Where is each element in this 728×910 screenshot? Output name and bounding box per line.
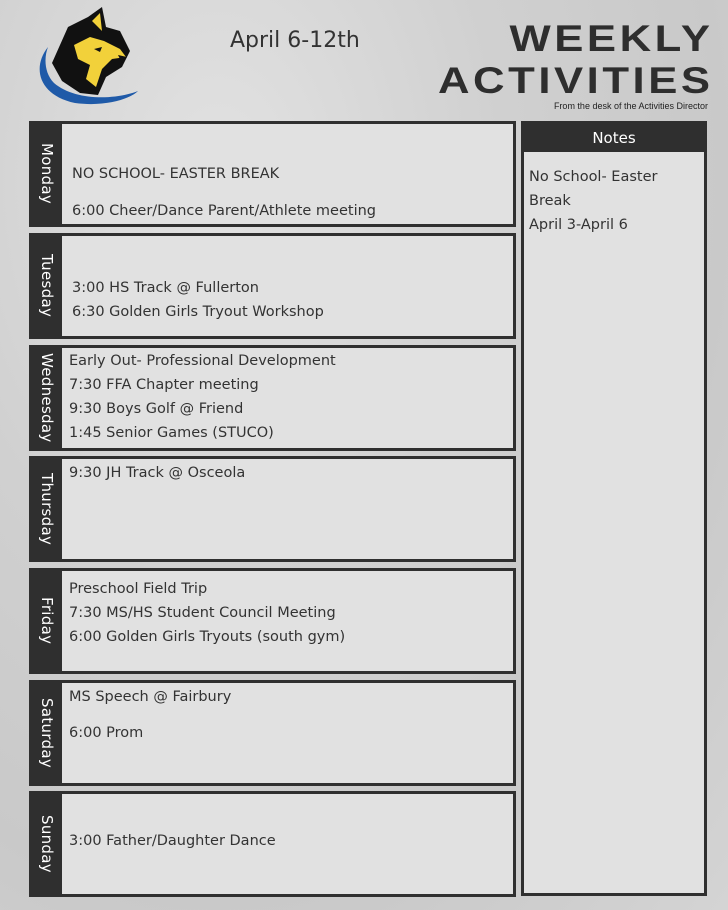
day-panel-tuesday: [29, 233, 516, 339]
day-label: Sunday: [38, 815, 56, 873]
activity-entry: 6:00 Cheer/Dance Parent/Athlete meeting: [72, 203, 376, 219]
day-panel-monday: [29, 121, 516, 227]
activity-entry: NO SCHOOL- EASTER BREAK: [72, 166, 280, 182]
notes-line: April 3-April 6: [529, 217, 628, 233]
day-body: [62, 348, 513, 448]
activity-entry: 9:30 JH Track @ Osceola: [69, 465, 246, 481]
activity-entry: 7:30 MS/HS Student Council Meeting: [69, 605, 336, 621]
notes-header: Notes: [524, 124, 704, 152]
activity-entry: 1:45 Senior Games (STUCO): [69, 425, 274, 441]
notes-panel: [521, 121, 707, 896]
day-panel-sunday: [29, 791, 516, 897]
day-panel-wednesday: [29, 345, 516, 451]
day-body: [62, 459, 513, 559]
day-tab: [32, 571, 62, 671]
day-panel-friday: [29, 568, 516, 674]
day-label: Tuesday: [38, 254, 56, 318]
activity-entry: 6:30 Golden Girls Tryout Workshop: [72, 304, 324, 320]
activity-entry: 6:00 Golden Girls Tryouts (south gym): [69, 629, 346, 645]
page-title: [438, 18, 714, 102]
day-label: Thursday: [38, 472, 56, 546]
title-line-weekly: WEEKLY: [509, 18, 714, 59]
day-panel-saturday: [29, 680, 516, 786]
activity-entry: 3:00 HS Track @ Fullerton: [72, 280, 259, 296]
activity-entry: Preschool Field Trip: [69, 581, 208, 597]
title-line-activities: ACTIVITIES: [438, 60, 714, 101]
day-label: Wednesday: [38, 353, 56, 443]
day-label: Saturday: [38, 698, 56, 768]
activity-entry: Early Out- Professional Development: [69, 353, 336, 369]
day-body: [62, 124, 513, 224]
day-tab: [32, 683, 62, 783]
activity-entry: 9:30 Boys Golf @ Friend: [69, 401, 244, 417]
date-range: April 6-12th: [230, 28, 360, 53]
day-label: Friday: [38, 597, 56, 645]
activity-entry: 3:00 Father/Daughter Dance: [69, 833, 276, 849]
day-body: [62, 683, 513, 783]
day-tab: [32, 348, 62, 448]
husky-logo: [30, 5, 145, 105]
activity-entry: 6:00 Prom: [69, 725, 144, 741]
day-tab: [32, 124, 62, 224]
subtitle: From the desk of the Activities Director: [553, 101, 708, 111]
day-panel-thursday: [29, 456, 516, 562]
notes-body: [524, 152, 704, 237]
day-tab: [32, 459, 62, 559]
day-body: [62, 571, 513, 671]
day-label: Monday: [38, 143, 56, 205]
activity-entry: 7:30 FFA Chapter meeting: [69, 377, 259, 393]
day-body: [62, 794, 513, 894]
activity-entry: MS Speech @ Fairbury: [69, 689, 232, 705]
day-tab: [32, 794, 62, 894]
day-tab: [32, 236, 62, 336]
day-body: [62, 236, 513, 336]
notes-line: No School- Easter Break: [529, 169, 658, 209]
